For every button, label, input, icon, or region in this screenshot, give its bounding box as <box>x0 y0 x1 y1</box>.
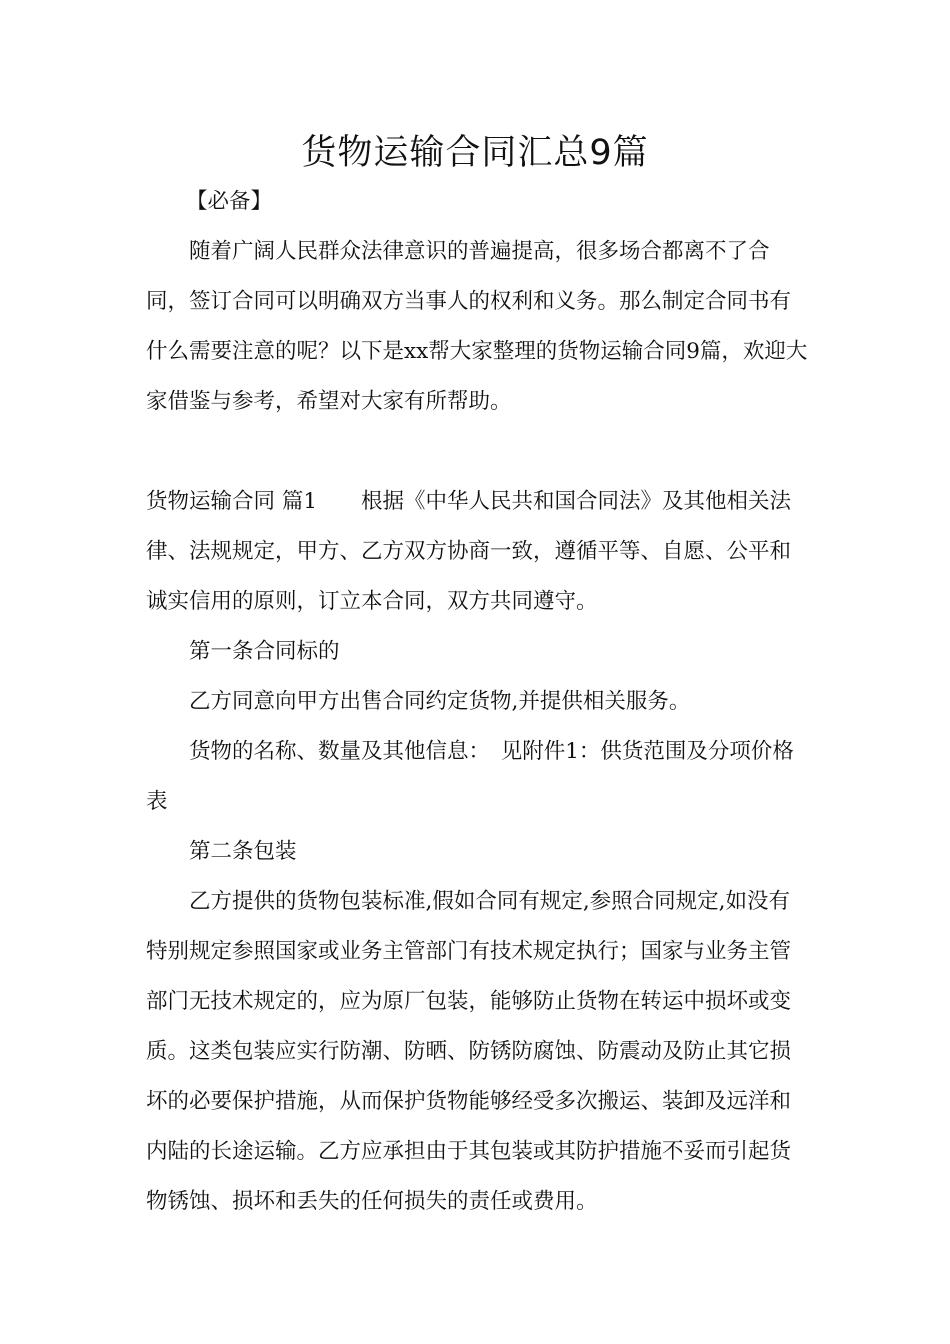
article-1-paragraph-1: 乙方同意向甲方出售合同约定货物,并提供相关服务。 <box>189 689 691 714</box>
paragraph-spacer <box>146 427 810 477</box>
document-body <box>146 227 810 1227</box>
article-1-title: 第一条合同标的 <box>189 639 340 664</box>
section-opening-text: 根据《中华人民共和国合同法》及其他相关法律、法规规定，甲方、乙方双方协商一致，遵循平等、自愿、公平和诚实信用的原则，订立本合同，双方共同遵守。 <box>146 489 792 614</box>
article-1-paragraph-2: 货物的名称、数量及其他信息： 见附件1：供货范围及分项价格表 <box>146 739 794 814</box>
document-title: 货物运输合同汇总9篇 <box>301 133 649 173</box>
article-2-title: 第二条包装 <box>189 839 297 864</box>
document-tag: 【必备】 <box>186 189 273 214</box>
section-opening-paragraph <box>146 477 810 627</box>
intro-paragraph: 随着广阔人民群众法律意识的普遍提高，很多场合都离不了合同，签订合同可以明确双方当事人的权利和义务。那么制定合同书有什么需要注意的呢？以下是xx帮大家整理的货物运输合同9篇，欢迎大家借鉴与参考，希望对大家有所帮助。 <box>146 239 808 414</box>
section-heading: 货物运输合同 篇1 <box>146 489 318 514</box>
article-2-paragraph-1: 乙方提供的货物包装标准,假如合同有规定,参照合同规定,如没有特别规定参照国家或业务主管部门有技术规定执行；国家与业务主管部门无技术规定的，应为原厂包装，能够防止货物在转运中损坏或变质。这类包装应实行防潮、防晒、防锈防腐蚀、防震动及防止其它损坏的必要保护措施，从而保护货物能够经受多次搬运、装卸及远洋和内陆的长途运输。乙方应承担由于其包装或其防护措施不妥而引起货物锈蚀、损坏和丢失的任何损失的责任或费用。 <box>146 889 792 1214</box>
